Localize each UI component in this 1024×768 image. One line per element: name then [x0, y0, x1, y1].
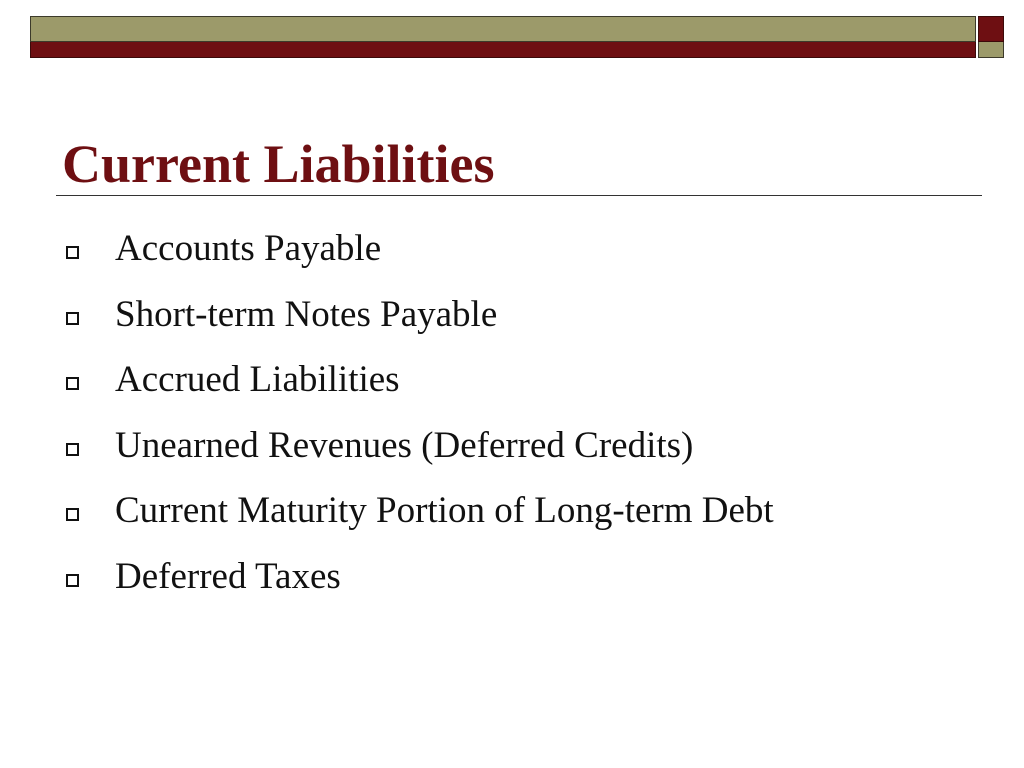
list-item	[66, 216, 774, 282]
list-item	[66, 544, 774, 610]
hollow-square-icon	[66, 312, 79, 325]
list-item	[66, 478, 774, 544]
bullet-text: Current Maturity Portion of Long-term Debt	[115, 490, 774, 532]
hollow-square-icon	[66, 377, 79, 390]
list-item	[66, 347, 774, 413]
slide-title: Current Liabilities	[62, 134, 495, 194]
hollow-square-icon	[66, 443, 79, 456]
maroon-square	[978, 16, 1004, 42]
olive-band	[30, 16, 976, 42]
bullet-text: Accrued Liabilities	[115, 359, 400, 401]
olive-square	[978, 42, 1004, 58]
hollow-square-icon	[66, 574, 79, 587]
bullet-text: Short-term Notes Payable	[115, 293, 498, 335]
bullet-text: Deferred Taxes	[115, 555, 341, 597]
hollow-square-icon	[66, 508, 79, 521]
maroon-band	[30, 42, 976, 58]
title-underline	[56, 195, 982, 196]
bullet-list	[66, 216, 774, 609]
bullet-text: Accounts Payable	[115, 228, 382, 270]
hollow-square-icon	[66, 246, 79, 259]
bullet-text: Unearned Revenues (Deferred Credits)	[115, 424, 694, 466]
top-decorative-bar	[30, 16, 1006, 60]
list-item	[66, 282, 774, 348]
list-item	[66, 413, 774, 479]
